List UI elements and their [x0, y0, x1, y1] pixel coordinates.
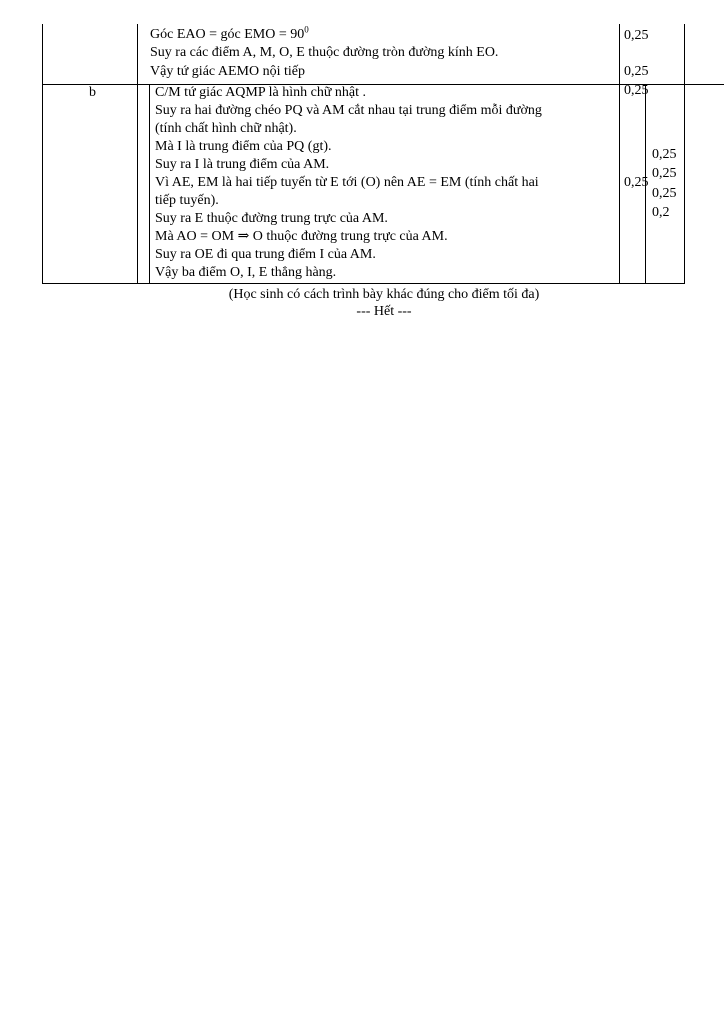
content-line: (tính chất hình chữ nhật). — [155, 121, 297, 136]
grading-note: (Học sinh có cách trình bày khác đúng cho điểm tối đa) — [228, 287, 540, 302]
content-line: Suy ra I là trung điểm của AM. — [155, 157, 330, 172]
score-value: 0,25 — [652, 147, 677, 162]
table-border-right — [684, 24, 685, 284]
table-border-left — [42, 24, 43, 284]
score-value: 0,25 — [652, 166, 677, 181]
content-line: Vậy tứ giác AEMO nội tiếp — [150, 64, 305, 79]
table-divider-score — [619, 24, 620, 284]
content-line: Góc EAO = góc EMO = $90^0$ — [150, 24, 309, 42]
score-value: 0,2 — [652, 205, 670, 220]
content-line: Suy ra OE đi qua trung điểm I của AM. — [155, 247, 376, 262]
table-border-bottom — [42, 283, 685, 284]
score-value: 0,25 — [624, 64, 649, 79]
score-value: 0,25 — [624, 28, 649, 43]
content-line: Mà I là trung điểm của PQ (gt). — [155, 139, 332, 154]
content-line: Vì AE, EM là hai tiếp tuyến từ E tới (O) nên AE = EM (tính chất hai — [155, 175, 539, 190]
content-line: Vậy ba điểm O, I, E thẳng hàng. — [155, 265, 337, 280]
table-divider-part — [137, 24, 138, 284]
content-line: C/M tứ giác AQMP là hình chữ nhật . — [155, 85, 367, 100]
content-line: Suy ra E thuộc đường trung trực của AM. — [155, 211, 388, 226]
table-row-separator — [42, 84, 724, 85]
part-label: b — [89, 85, 96, 100]
score-value: 0,25 — [624, 83, 649, 98]
content-line: tiếp tuyến). — [155, 193, 219, 208]
score-value: 0,25 — [624, 175, 649, 190]
content-line: Suy ra hai đường chéo PQ và AM cắt nhau tại trung điểm mỗi đường — [155, 103, 542, 118]
content-line: Mà AO = OM ⇒ O thuộc đường trung trực của AM. — [155, 229, 448, 244]
table-divider-content-inner — [149, 84, 150, 284]
end-marker: --- Hết --- — [356, 304, 412, 319]
score-value: 0,25 — [652, 186, 677, 201]
content-line: Suy ra các điểm A, M, O, E thuộc đường tròn đường kính EO. — [150, 45, 499, 60]
